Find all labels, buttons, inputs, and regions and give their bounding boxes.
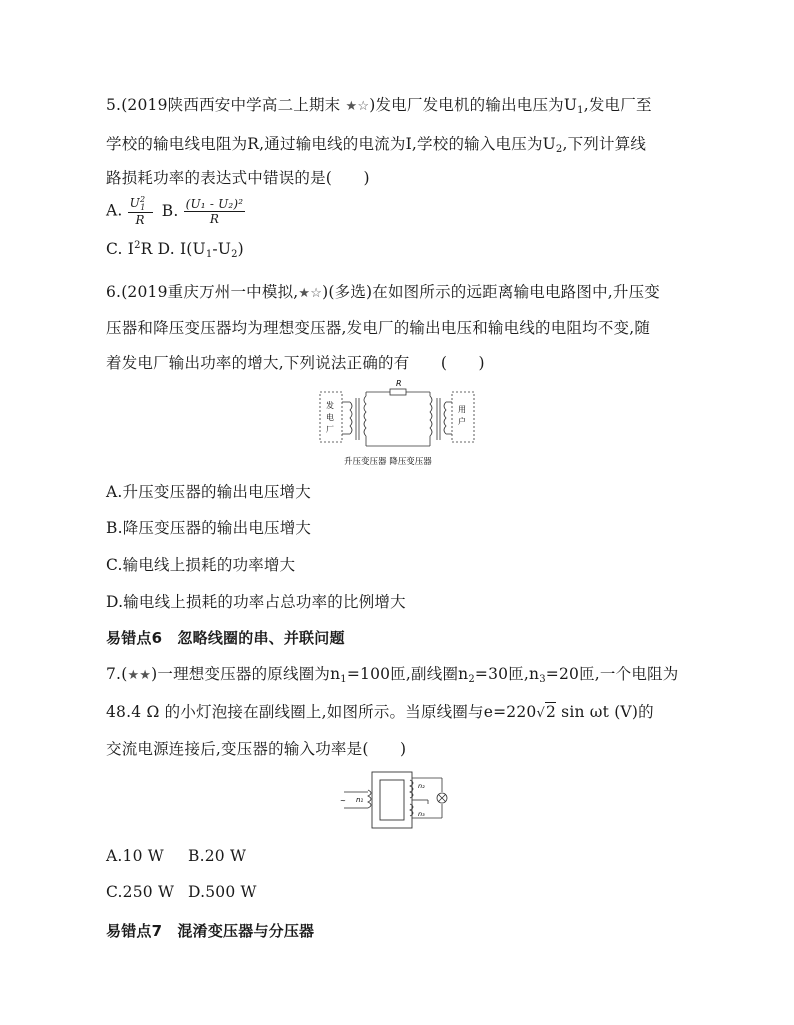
q6-option-b: B.降压变压器的输出电压增大 <box>106 519 312 537</box>
q7-line-2: 48.4 Ω 的小灯泡接在副线圈上,如图所示。当原线圈与e=220√2 sin ωt (V)的 <box>106 703 654 721</box>
q6-option-a: A.升压变压器的输出电压增大 <box>106 483 311 501</box>
difficulty-star-icon: ★☆ <box>345 99 370 114</box>
n2-label: n₂ <box>418 782 425 790</box>
q7-option-d: D.500 W <box>188 883 257 901</box>
figure-caption: 升压变压器 降压变压器 <box>344 457 432 467</box>
q5-options-cd: C. $I^2R$ D. $I(U_1-U_2)$ <box>106 240 244 260</box>
q6-option-c: C.输电线上损耗的功率增大 <box>106 556 296 574</box>
n3-label: n₃ <box>418 810 425 818</box>
q6-line-1: 6.(2019重庆万州一中模拟,★☆)(多选)在如图所示的远距离输电电路图中,升压变 <box>106 283 661 301</box>
q7-option-b: B.20 W <box>188 847 247 865</box>
q5-line-1: 5.(2019陕西西安中学高二上期末 ★☆)发电厂发电机的输出电压为$U_1$,发电厂至 <box>106 96 652 116</box>
q6-line-2: 压器和降压变压器均为理想变压器,发电厂的输出电压和输电线的电阻均不变,随 <box>106 319 651 337</box>
left-box-label-3: 厂 <box>326 425 334 434</box>
n1-label: n₁ <box>356 796 364 804</box>
q7-line-1: 7.(★★)一理想变压器的原线圈为$n_1=100$匝,副线圈$n_2=30$匝$,n_3=20$匝,一个电阻为 <box>106 665 679 685</box>
section-heading-7: 易错点7 混淆变压器与分压器 <box>106 922 315 940</box>
q6-line-3: 着发电厂输出功率的增大,下列说法正确的有 ( ) <box>106 354 485 372</box>
q5-line-2: 学校的输电线电阻为R,通过输电线的电流为I,学校的输入电压为$U_2$,下列计算线 <box>106 135 647 155</box>
q7-option-a: A.10 W <box>106 847 164 865</box>
left-box-label-2: 电 <box>326 413 334 422</box>
left-box-label-1: 发 <box>326 401 334 410</box>
q5-options-ab: A. $\frac{U21}{R}$ B. $\frac{\text{(U₁ - U₂)²}}{R}$ <box>106 195 244 227</box>
q7-line-3: 交流电源连接后,变压器的输入功率是( ) <box>106 740 407 758</box>
option-b-fraction: $\frac{\text{(U₁ - U₂)²}}{R}$ <box>185 197 244 226</box>
right-box-label-2: 户 <box>458 417 466 426</box>
transmission-circuit-figure <box>318 380 478 470</box>
q5-line-3: 路损耗功率的表达式中错误的是( ) <box>106 169 370 187</box>
q7-option-c: C.250 W <box>106 883 175 901</box>
resistor-label: R <box>396 380 402 388</box>
right-box-label-1: 用 <box>458 405 466 414</box>
transformer-figure <box>338 768 458 833</box>
option-a-fraction: $\frac{U21}{R}$ <box>128 196 153 227</box>
difficulty-star-icon: ★☆ <box>298 286 323 301</box>
difficulty-star-icon: ★★ <box>127 668 152 683</box>
section-heading-6: 易错点6 忽略线圈的串、并联问题 <box>106 629 345 647</box>
q6-option-d: D.输电线上损耗的功率占总功率的比例增大 <box>106 593 406 611</box>
source-symbol: ~ <box>340 797 346 805</box>
